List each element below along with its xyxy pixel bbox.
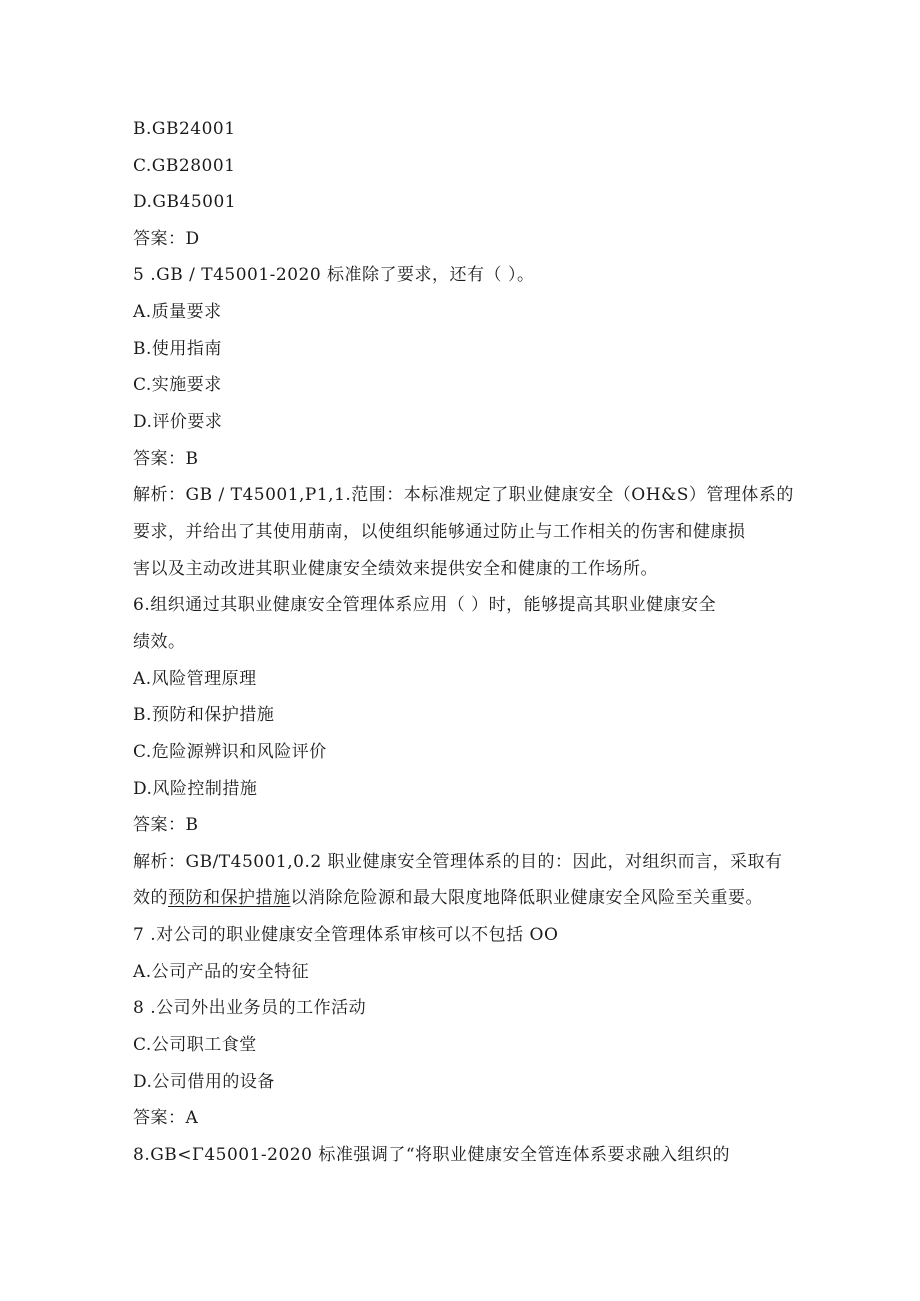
analysis-text: 效的	[133, 888, 168, 908]
option-d: D.评价要求	[133, 412, 223, 432]
question-8: 8.GB<Γ45001-2020 标准强调了“将职业健康安全管连体系要求融入组织的	[133, 1145, 731, 1165]
analysis-line: 解析：GB / T45001,P1,1.范围：本标准规定了职业健康安全（OH&S）管理体系的	[133, 485, 794, 505]
option-c: C.公司职工食堂	[133, 1035, 257, 1055]
analysis-text: 以消除危险源和最大限度地降低职业健康安全风险至关重要。	[290, 888, 763, 908]
option-b: B.使用指南	[133, 339, 222, 359]
analysis-line	[133, 887, 763, 909]
question-5: 5 .GB / T45001-2020 标准除了要求，还有（ ）。	[133, 265, 535, 285]
analysis-line: 要求，并给出了其使用萠南，以使组织能够通过防止与工作相关的伤害和健康损	[133, 522, 746, 542]
answer-line: 答案：D	[133, 229, 200, 249]
option-a: A.公司产品的安全特征	[133, 962, 310, 982]
option-c: C.实施要求	[133, 375, 222, 395]
analysis-line: 害以及主动改进其职业健康安全绩效来提供安全和健康的工作场所。	[133, 559, 658, 579]
option-c: C.GB28001	[133, 156, 236, 176]
option-b: B.GB24001	[133, 119, 236, 139]
option-d: D.GB45001	[133, 192, 237, 212]
option-a: A.质量要求	[133, 302, 222, 322]
answer-line: 答案：B	[133, 449, 199, 469]
option-c: C.危险源辨识和风险评价	[133, 742, 327, 762]
option-b: 8 .公司外出业务员的工作活动	[133, 998, 367, 1018]
option-d: D.公司借用的设备	[133, 1072, 275, 1092]
underlined-term: 预防和保护措施	[168, 888, 291, 908]
question-6-continued: 绩效。	[133, 632, 186, 652]
answer-line: 答案：A	[133, 1108, 199, 1128]
answer-line: 答案：B	[133, 815, 199, 835]
question-6: 6.组织通过其职业健康安全管理体系应用（ ）时，能够提高其职业健康安全	[133, 595, 717, 615]
analysis-line: 解析：GB/T45001,0.2 职业健康安全管理体系的目的：因此，对组织而言，采取有	[133, 852, 783, 872]
option-b: B.预防和保护措施	[133, 705, 275, 725]
option-d: D.风险控制措施	[133, 779, 258, 799]
question-7: 7 .对公司的职业健康安全管理体系审核可以不包括 OO	[133, 925, 559, 945]
option-a: A.风险管理原理	[133, 669, 257, 689]
